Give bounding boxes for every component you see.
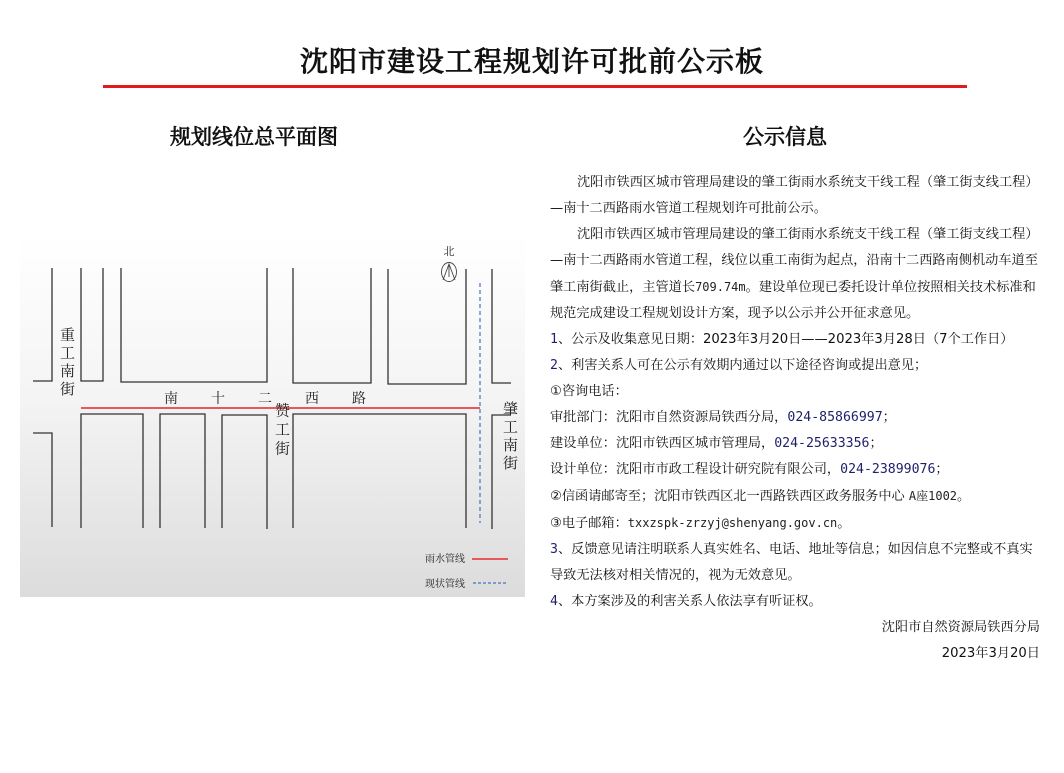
punctuation: 。 (837, 516, 851, 531)
contact-org: 沈阳市铁西区城市管理局， (615, 436, 775, 451)
item-number: 1 (550, 332, 558, 347)
notice-item-4 (550, 589, 1040, 615)
map-section-heading: 规划线位总平面图 (170, 124, 338, 149)
road-label-char: 路 (352, 391, 366, 407)
item-number: 4 (550, 594, 558, 609)
item-text: 、本方案涉及的利害关系人依法享有听证权。 (557, 594, 822, 609)
notice-intro: 沈阳市铁西区城市管理局建设的肇工街雨水系统支干线工程（肇工街支线工程）—南十二西路雨水管道工程规划许可批前公示。 (550, 175, 1039, 216)
item-label: 、公示及收集意见日期： (557, 332, 704, 347)
map-legend (425, 552, 508, 590)
road-label-char: 西 (305, 391, 319, 407)
notice-body (550, 170, 1040, 667)
road-label-zhaogong: 肇工南街 (501, 401, 519, 473)
punctuation: ； (869, 436, 883, 451)
legend-label: 雨水管线 (425, 554, 465, 565)
road-label-char: 十 (211, 391, 225, 407)
email-line (550, 510, 1040, 537)
pipe-length: 709.74m (695, 280, 746, 294)
notice-item-2 (550, 353, 1040, 379)
notice-dates: 2023年3月20日——2023年3月28日（7个工作日） (703, 332, 1014, 347)
phone-heading: ①咨询电话： (550, 384, 628, 399)
contact-phone: 024-85866997 (787, 410, 883, 425)
description-text: 。建设单位现已委托设计单位按照相关技术标准和规范完成建设工程规划设计方案，现予以公示并公开征求意见。 (550, 280, 1036, 321)
page-title: 沈阳市建设工程规划许可批前公示板 (299, 45, 764, 78)
legend-label: 现状管线 (425, 579, 465, 590)
mail-address (550, 483, 1040, 510)
road-label-char: 南 (164, 391, 178, 407)
site-plan-map (20, 235, 525, 597)
item-number: 2 (550, 358, 558, 373)
info-section-heading: 公示信息 (743, 124, 827, 149)
road-label-zhonggong: 重工南街 (58, 327, 76, 399)
contact-role: 建设单位： (550, 436, 616, 451)
contact-phone: 024-23899076 (840, 462, 936, 477)
title-divider (103, 85, 967, 88)
contact-builder (550, 431, 1040, 457)
item-number: 3 (550, 542, 558, 557)
north-label: 北 (443, 245, 455, 258)
notice-description (550, 222, 1040, 327)
notice-item-3 (550, 537, 1040, 589)
mail-text: ②信函请邮寄至；沈阳市铁西区北一西路铁西区政务服务中心 (550, 489, 909, 504)
road-label-char: 二 (258, 391, 272, 407)
north-arrow-icon (442, 263, 457, 282)
punctuation: ； (882, 410, 896, 425)
mail-room: A座1002 (908, 489, 958, 503)
road-label-zangong: 赞工街 (273, 402, 291, 460)
item-text: 、反馈意见请注明联系人真实姓名、电话、地址等信息；如因信息不完整或不真实导致无法核对相关情况的，视为无效意见。 (550, 542, 1033, 583)
contact-org: 沈阳市自然资源局铁西分局， (615, 410, 788, 425)
contact-phone: 024-25633356 (774, 436, 870, 451)
description-text: 沈阳市铁西区城市管理局建设的肇工街雨水系统支干线工程（肇工街支线工程）—南十二西路雨水管道工程，线位以重工南街为起点，沿南十二西路南侧机动车道至肇工南街截止，主管道长 (550, 227, 1039, 295)
contact-org: 沈阳市市政工程设计研究院有限公司， (615, 462, 841, 477)
punctuation: ； (935, 462, 949, 477)
item-text: 、利害关系人可在公示有效期内通过以下途径咨询或提出意见； (557, 358, 928, 373)
email-address: txxzspk-zrzyj@shenyang.gov.cn (627, 516, 838, 530)
street-block-outlines (33, 268, 511, 529)
signature: 沈阳市自然资源局铁西分局 (881, 620, 1040, 635)
contact-role: 审批部门： (550, 410, 616, 425)
contact-designer (550, 457, 1040, 483)
email-label: ③电子邮箱： (550, 516, 628, 531)
contact-approval (550, 405, 1040, 431)
punctuation: 。 (957, 489, 971, 504)
contact-role: 设计单位： (550, 462, 616, 477)
notice-item-1 (550, 327, 1040, 353)
signature-date: 2023年3月20日 (941, 646, 1040, 661)
